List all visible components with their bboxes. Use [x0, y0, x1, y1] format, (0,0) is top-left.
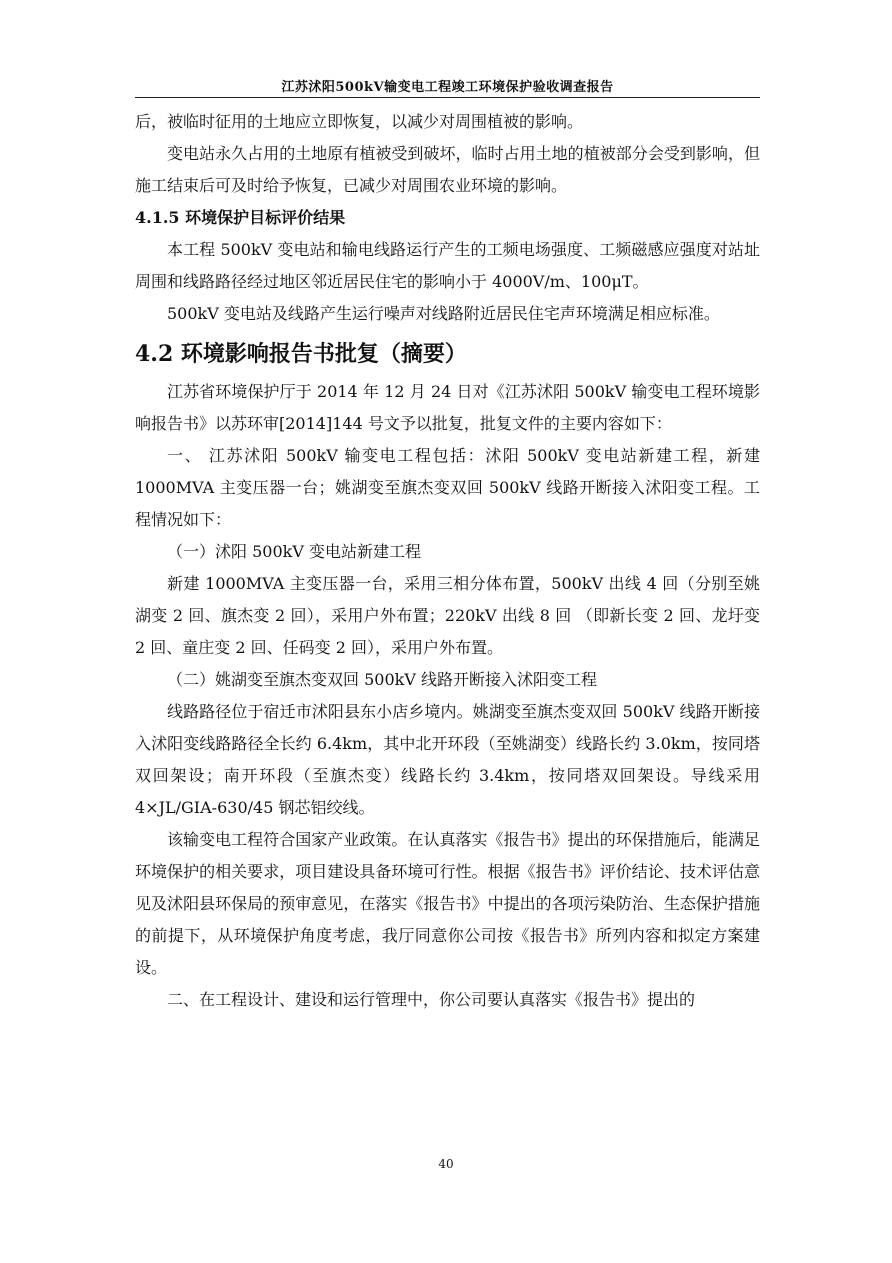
- subheading-line: （二）姚湖变至旗杰变双回 500kV 线路开断接入沭阳变工程: [167, 670, 597, 689]
- header-rule: [135, 97, 760, 98]
- paragraph-policy: 该输变电工程符合国家产业政策。在认真落实《报告书》提出的环保措施后，能满足环境保护的相关要求，项目建设具备环境可行性。根据《报告书》评价结论、技术评估意见及沭阳县环保局的预审意见，在落实《报告书》中提出的各项污染防治、生态保护措施的前提下，从环境保护角度考虑，我厅同意你公司按《报告书》所列内容和拟定方案建设。: [135, 830, 760, 977]
- paragraph-land-impact: 变电站永久占用的土地原有植被受到破坏，临时占用土地的植被部分会受到影响，但施工结束后可及时给予恢复，已减少对周围农业环境的影响。: [135, 144, 760, 195]
- section-heading-4-2: 4.2 环境影响报告书批复（摘要）: [135, 341, 467, 367]
- paragraph-approval-intro: 江苏省环境保护厅于 2014 年 12 月 24 日对《江苏沭阳 500kV 输变电工程环境影响报告书》以苏环审[2014]144 号文予以批复，批复文件的主要内容如下：: [135, 382, 760, 433]
- section-heading-4-1-5: 4.1.5 环境保护目标评价结果: [135, 208, 346, 227]
- paragraph-item-one: 一、 江苏沭阳 500kV 输变电工程包括：沭阳 500kV 变电站新建工程，新建 1000MVA 主变压器一台；姚湖变至旗杰变双回 500kV 线路开断接入沭阳变工程。工程情况如下：: [135, 446, 760, 529]
- document-body: [135, 106, 760, 1016]
- paragraph-substation-detail: 新建 1000MVA 主变压器一台，采用三相分体布置，500kV 出线 4 回（分别至姚湖变 2 回、旗杰变 2 回），采用户外布置；220kV 出线 8 回 （即新长变 2 回、龙圩变 2 回、童庄变 2 回、任码变 2 回），采用户外布置。: [135, 574, 760, 657]
- subheading-substation: （一）沭阳 500kV 变电站新建工程: [167, 542, 421, 561]
- paragraph-emf-result: 本工程 500kV 变电站和输电线路运行产生的工频电场强度、工频磁感应强度对站址周围和线路路径经过地区邻近居民住宅的影响小于 4000V/m、100μT。: [135, 240, 760, 291]
- page-number: 40: [438, 1157, 454, 1171]
- paragraph-continuation: 后，被临时征用的土地应立即恢复，以减少对周围植被的影响。: [135, 112, 584, 131]
- running-header: 江苏沭阳500kV输变电工程竣工环境保护验收调查报告: [281, 80, 614, 95]
- paragraph-line-detail: 线路路径位于宿迁市沭阳县东小店乡境内。姚湖变至旗杰变双回 500kV 线路开断接入沭阳变线路路径全长约 6.4km，其中北开环段（至姚湖变）线路长约 3.0km，按同塔双回架设；南开环段（至旗杰变）线路长约 3.4km，按同塔双回架设。导线采用 4×JL/GIA-630/45 钢芯铝绞线。: [135, 702, 760, 817]
- paragraph-item-two: 二、在工程设计、建设和运行管理中，你公司要认真落实《报告书》提出的: [167, 990, 696, 1009]
- paragraph-noise-result: 500kV 变电站及线路产生运行噪声对线路附近居民住宅声环境满足相应标准。: [167, 304, 720, 323]
